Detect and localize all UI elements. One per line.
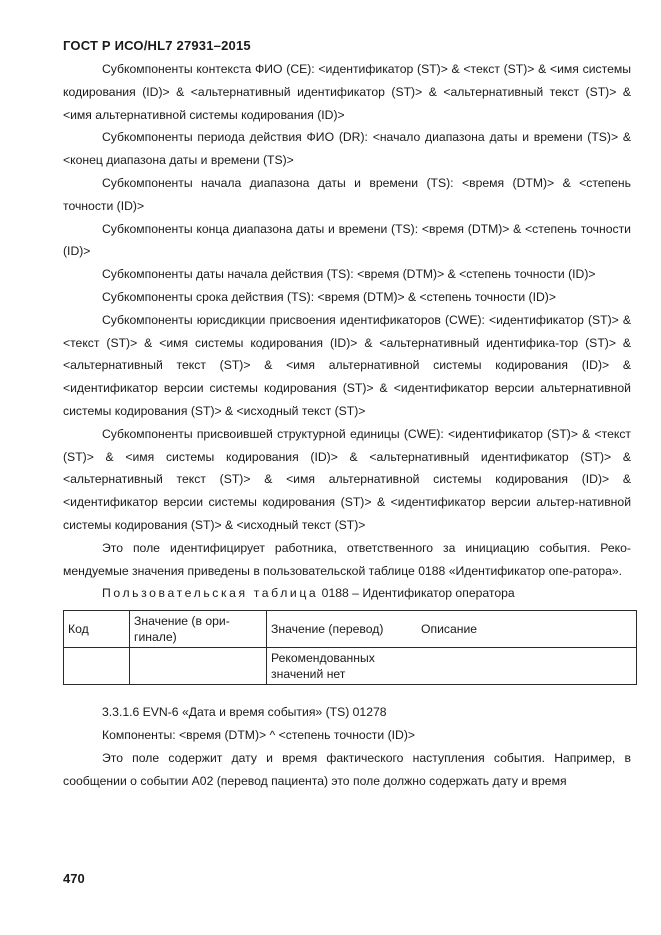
- paragraph-jurisdiction: Субкомпоненты юрисдикции присвоения идентификаторов (CWE): <идентификатор (ST)> & <текст (ST)> & <имя системы кодирования (ID)> & <альтернативный идентифика-тор (ST)> & <альтернативный текст (ST)> & <имя альтернативной системы кодирования (ID)> & <идентификатор версии системы кодирования (ST)> & <идентификатор версии альтернативной системы кодирования (ST)> & <исходный текст (ST)>: [63, 312, 631, 418]
- paragraph-range-end: Субкомпоненты конца диапазона даты и времени (TS): <время (DTM)> & <степень точности (ID)>: [63, 221, 631, 259]
- paragraph-components: Компоненты: <время (DTM)> ^ <степень точности (ID)>: [102, 728, 416, 743]
- cell-code: [64, 648, 130, 685]
- body-text: [63, 58, 631, 793]
- table-row: [64, 648, 637, 685]
- table-caption-rest: 0188 – Идентификатор оператора: [321, 586, 515, 601]
- section-3-3-1-6: [63, 701, 631, 792]
- operator-table: [63, 610, 637, 685]
- paragraph-effective-date: Субкомпоненты даты начала действия (TS): <время (DTM)> & <степень точности (ID)>: [102, 267, 596, 282]
- paragraph-assigning-unit: Субкомпоненты присвоившей структурной единицы (CWE): <идентификатор (ST)> & <текст (ST)> & <имя системы кодирования (ID)> & <альтернативный идентификатор (ST)> & <альтернативный текст (ST)> & <имя альтернативной системы кодирования (ID)> & <идентификатор версии системы кодирования (ST)> & <идентификатор версии альтер-нативной системы кодирования (ST)> & <исходный текст (ST)>: [63, 426, 631, 532]
- paragraph-ce-subcomponents: Субкомпоненты контекста ФИО (CE): <идентификатор (ST)> & <текст (ST)> & <имя системы кодирования (ID)> & <альтернативный идентификатор (ST)> & <альтернативный текст (ST)> & <имя альтернативной системы кодирования (ID)>: [63, 62, 631, 122]
- header-cell-translation: Значение (перевод): [267, 611, 418, 648]
- table-caption: [63, 582, 631, 604]
- paragraph-range-start: Субкомпоненты начала диапазона даты и времени (TS): <время (DTM)> & <степень точности (ID)>: [63, 175, 631, 213]
- page-number: 470: [63, 871, 85, 886]
- cell-translation: Рекомендованных значений нет: [267, 648, 418, 685]
- header-cell-description: Описание: [417, 611, 637, 648]
- cell-description: [417, 648, 637, 685]
- section-heading: 3.3.1.6 EVN-6 «Дата и время события» (TS) 01278: [102, 705, 387, 720]
- header-cell-original: Значение (в ори-гинале): [130, 611, 267, 648]
- table-caption-label: Пользовательская таблица: [102, 586, 319, 601]
- header-cell-code: Код: [64, 611, 130, 648]
- cell-original: [130, 648, 267, 685]
- paragraph-operator-description: Это поле идентифицирует работника, ответственного за инициацию события. Реко-мендуемые значения приведены в пользовательской таблице 0188 «Идентификатор опе-ратора».: [63, 540, 631, 578]
- paragraph-event-datetime: Это поле содержит дату и время фактического наступления события. Например, в сообщении о событии A02 (перевод пациента) это поле должно содержать дату и время: [63, 750, 631, 788]
- table-header-row: [64, 611, 637, 648]
- page-header: ГОСТ Р ИСО/HL7 27931–2015: [63, 38, 251, 53]
- paragraph-dr-subcomponents: Субкомпоненты периода действия ФИО (DR): <начало диапазона даты и времени (TS)> & <конец диапазона даты и времени (TS)>: [63, 130, 631, 168]
- paragraph-expiration: Субкомпоненты срока действия (TS): <время (DTM)> & <степень точности (ID)>: [102, 289, 556, 304]
